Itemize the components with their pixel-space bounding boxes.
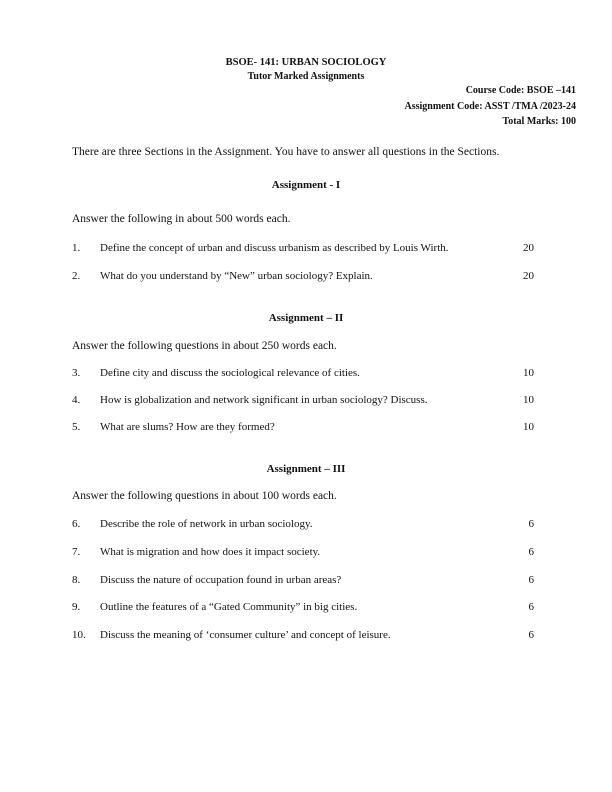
question-marks: 10 (523, 367, 534, 379)
question-row (72, 574, 534, 590)
question-row (72, 629, 534, 645)
course-title: BSOE- 141: URBAN SOCIOLOGY (225, 57, 387, 68)
question-text: What do you understand by “New” urban sociology? Explain. (100, 270, 373, 282)
question-text: Outline the features of a “Gated Community” in big cities. (100, 601, 358, 613)
question-marks: 6 (528, 574, 534, 586)
question-text: How is globalization and network significant in urban sociology? Discuss. (100, 394, 428, 406)
section-heading-2: Assignment – II (268, 312, 344, 324)
question-row (72, 270, 534, 286)
question-number: 3. (72, 367, 81, 379)
question-text: Define the concept of urban and discuss urbanism as described by Louis Wirth. (100, 242, 449, 254)
question-marks: 6 (528, 518, 534, 530)
question-number: 6. (72, 518, 81, 530)
document-subtitle: Tutor Marked Assignments (247, 71, 365, 82)
question-text: Define city and discuss the sociological relevance of cities. (100, 367, 360, 379)
question-number: 8. (72, 574, 81, 586)
question-row (72, 242, 534, 258)
question-number: 10. (72, 629, 86, 641)
question-number: 7. (72, 546, 81, 558)
question-text: What are slums? How are they formed? (100, 421, 275, 433)
question-marks: 20 (523, 270, 534, 282)
question-row (72, 421, 534, 437)
question-row (72, 546, 534, 562)
question-number: 1. (72, 242, 81, 254)
question-number: 2. (72, 270, 81, 282)
question-marks: 10 (523, 421, 534, 433)
question-number: 4. (72, 394, 81, 406)
question-number: 9. (72, 601, 81, 613)
question-text: What is migration and how does it impact society. (100, 546, 321, 558)
question-text: Describe the role of network in urban sociology. (100, 518, 313, 530)
course-code: Course Code: BSOE –141 (465, 85, 576, 96)
assignment-code: Assignment Code: ASST /TMA /2023-24 (404, 101, 576, 112)
question-row (72, 601, 534, 617)
question-marks: 20 (523, 242, 534, 254)
question-row (72, 394, 534, 410)
section-instruction-3: Answer the following questions in about 100 words each. (72, 490, 337, 502)
section-instruction-2: Answer the following questions in about 250 words each. (72, 340, 337, 352)
question-number: 5. (72, 421, 81, 433)
section-heading-3: Assignment – III (266, 463, 346, 475)
question-marks: 6 (528, 601, 534, 613)
section-instruction-1: Answer the following in about 500 words each. (72, 213, 291, 225)
intro-paragraph: There are three Sections in the Assignment. You have to answer all questions in the Sections. (72, 146, 500, 158)
question-marks: 6 (528, 546, 534, 558)
question-row (72, 367, 534, 383)
question-marks: 10 (523, 394, 534, 406)
question-row (72, 518, 534, 534)
question-marks: 6 (528, 629, 534, 641)
question-text: Discuss the nature of occupation found in urban areas? (100, 574, 342, 586)
question-text: Discuss the meaning of ‘consumer culture’ and concept of leisure. (100, 629, 391, 641)
section-heading-1: Assignment - I (271, 179, 341, 191)
total-marks: Total Marks: 100 (502, 116, 576, 127)
